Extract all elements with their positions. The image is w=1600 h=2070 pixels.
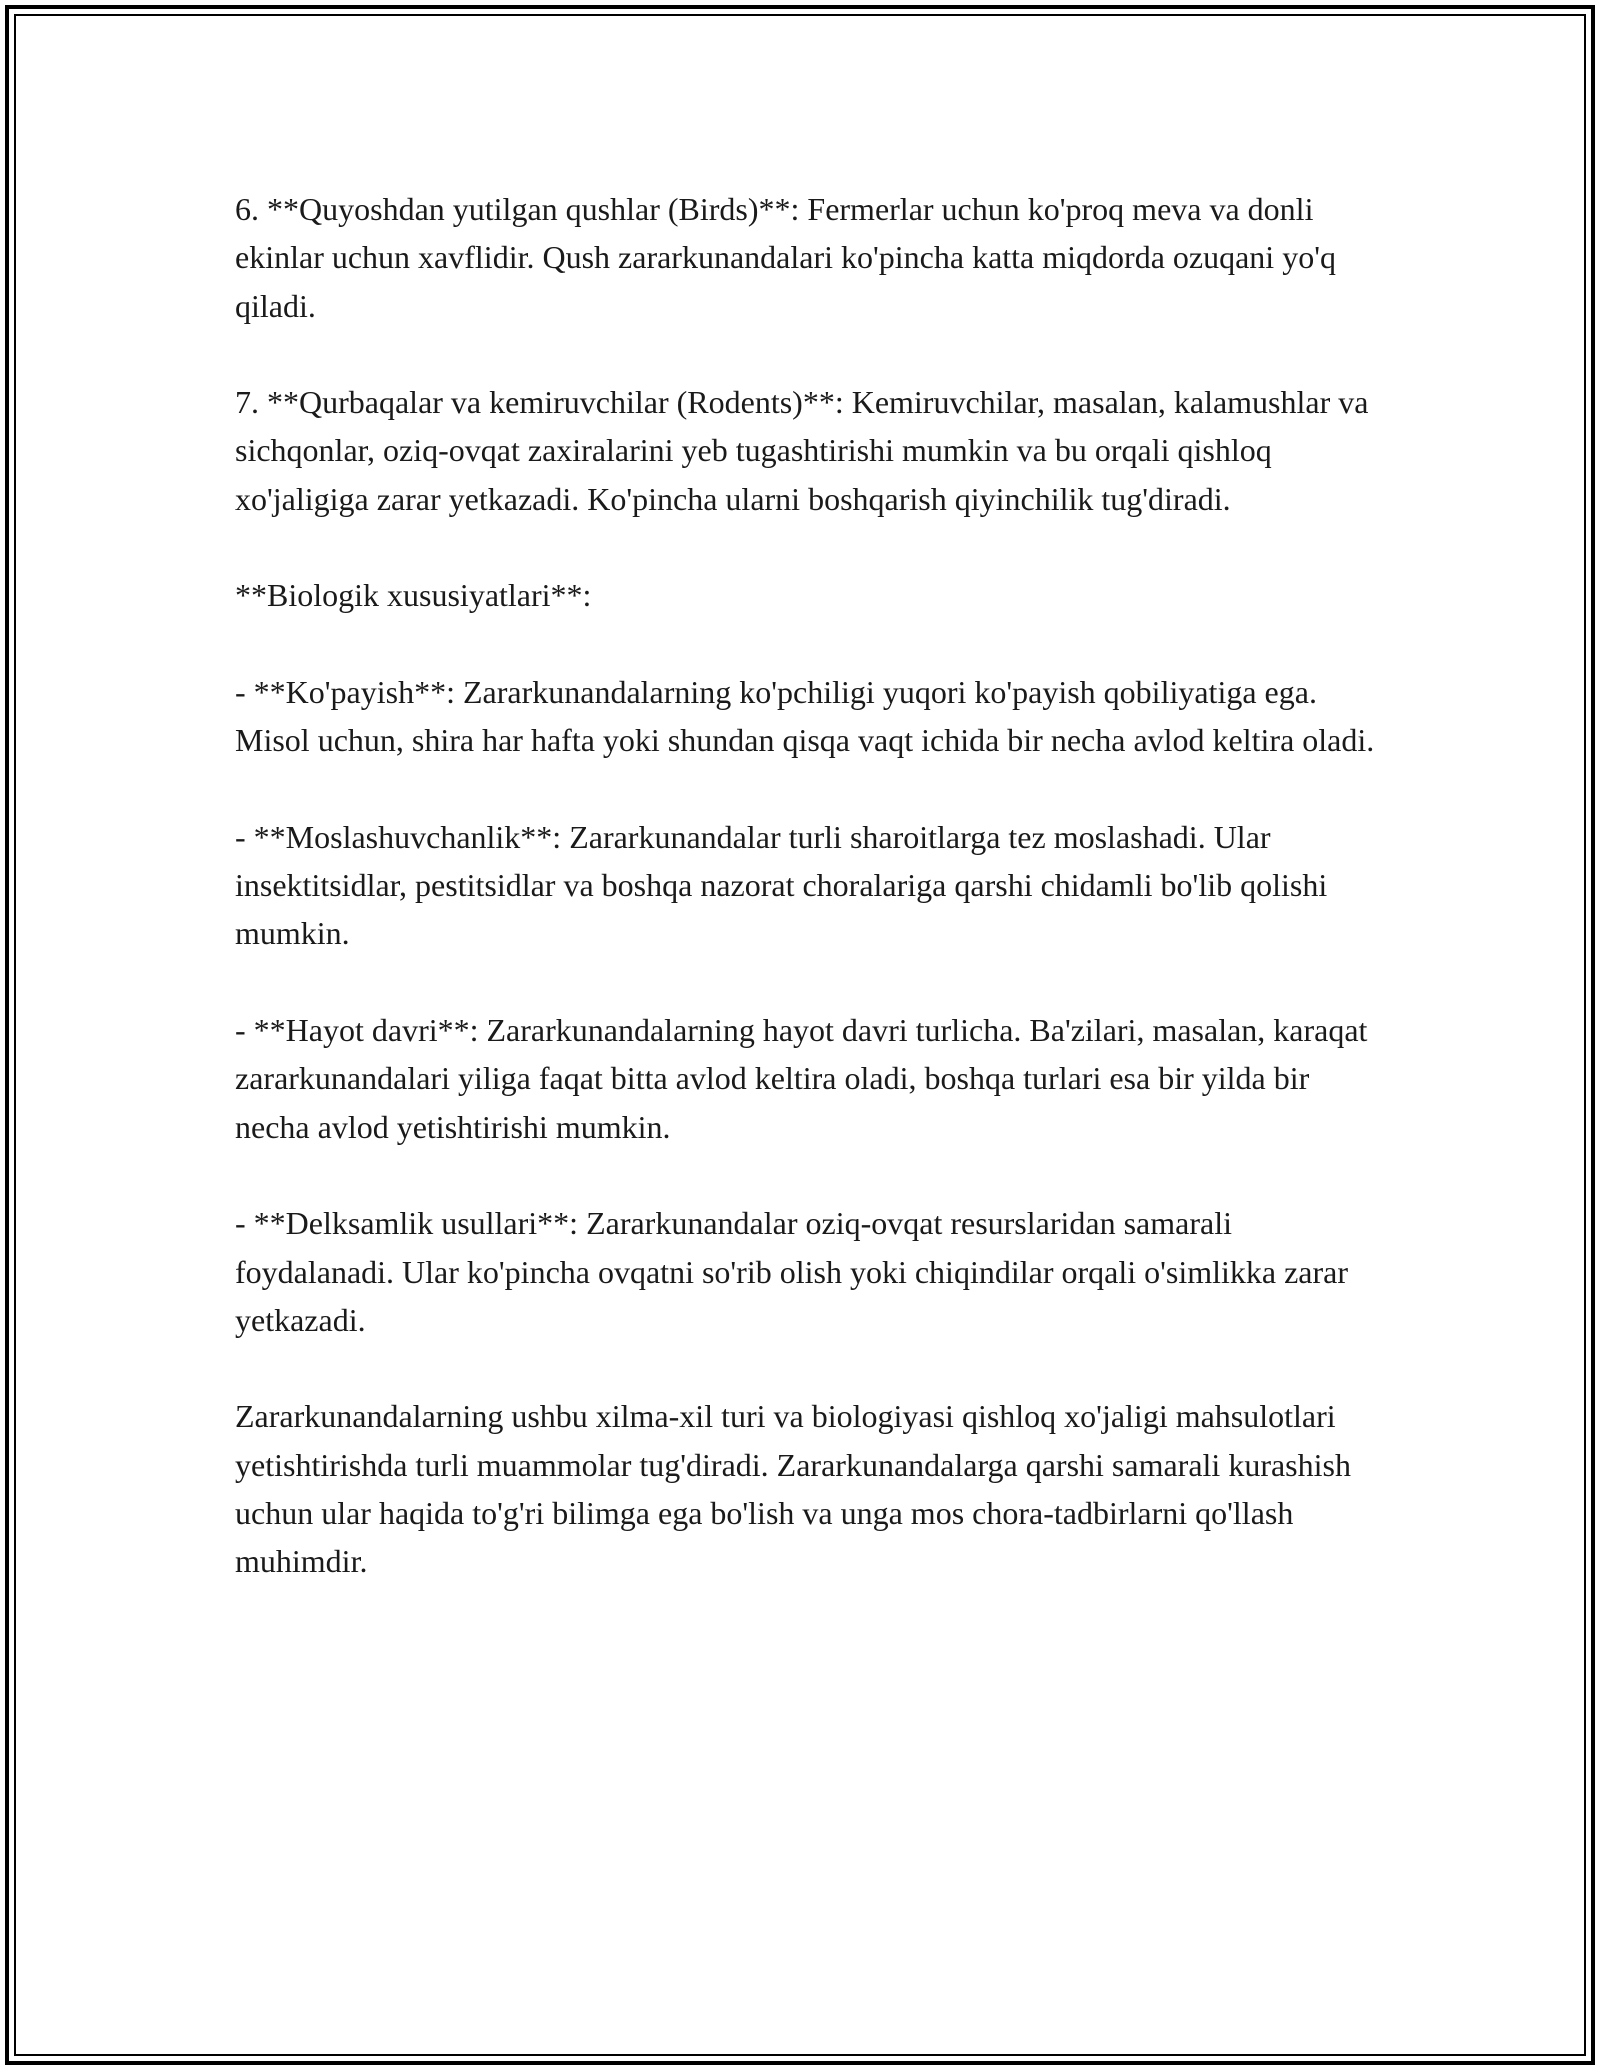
heading-biological-features: **Biologik xususiyatlari**:: [235, 577, 592, 614]
paragraph-birds: 6. **Quyoshdan yutilgan qushlar (Birds)**: Fermerlar uchun ko'proq meva va donli ekinlar uchun xavflidir. Qush zararkunandalari ko'pincha katta miqdorda ozuqani yo'q qiladi.: [235, 191, 1336, 324]
paragraph-conclusion: Zararkunandalarning ushbu xilma-xil turi va biologiyasi qishloq xo'jaligi mahsulotlari yetishtirishda turli muammolar tug'diradi. Zararkunandalarga qarshi samarali kurashish uchun ular haqida to'g'ri bilimga ega bo'lish va unga mos chora-tadbirlarni qo'llash muhimdir.: [235, 1398, 1351, 1580]
paragraph-rodents: 7. **Qurbaqalar va kemiruvchilar (Rodents)**: Kemiruvchilar, masalan, kalamushlar va sichqonlar, oziq-ovqat zaxiralarini yeb tugashtirishi mumkin va bu orqali qishloq xo'jaligiga zarar yetkazadi. Ko'pincha ularni boshqarish qiyinchilik tug'diradi.: [235, 384, 1369, 517]
paragraph-life-cycle: - **Hayot davri**: Zararkunandalarning hayot davri turlicha. Ba'zilari, masalan, karaqat zararkunandalari yiliga faqat bitta avlod keltira oladi, boshqa turlari esa bir yilda bir necha avlod yetishtirishi mumkin.: [235, 1012, 1368, 1145]
paragraph-reproduction: - **Ko'payish**: Zararkunandalarning ko'pchiligi yuqori ko'payish qobiliyatiga ega. Misol uchun, shira har hafta yoki shundan qisqa vaqt ichida bir necha avlod keltira oladi.: [235, 673, 1375, 759]
paragraph-feeding-methods: - **Delksamlik usullari**: Zararkunandalar oziq-ovqat resurslaridan samarali foydalanadi. Ular ko'pincha ovqatni so'rib olish yoki chiqindilar orqali o'simlikka zarar yetkazadi.: [235, 1205, 1349, 1338]
document-body: [235, 185, 1385, 1634]
paragraph-adaptability: - **Moslashuvchanlik**: Zararkunandalar turli sharoitlarga tez moslashadi. Ular insektitsidlar, pestitsidlar va boshqa nazorat choralariga qarshi chidamli bo'lib qolishi mumkin.: [235, 818, 1328, 952]
